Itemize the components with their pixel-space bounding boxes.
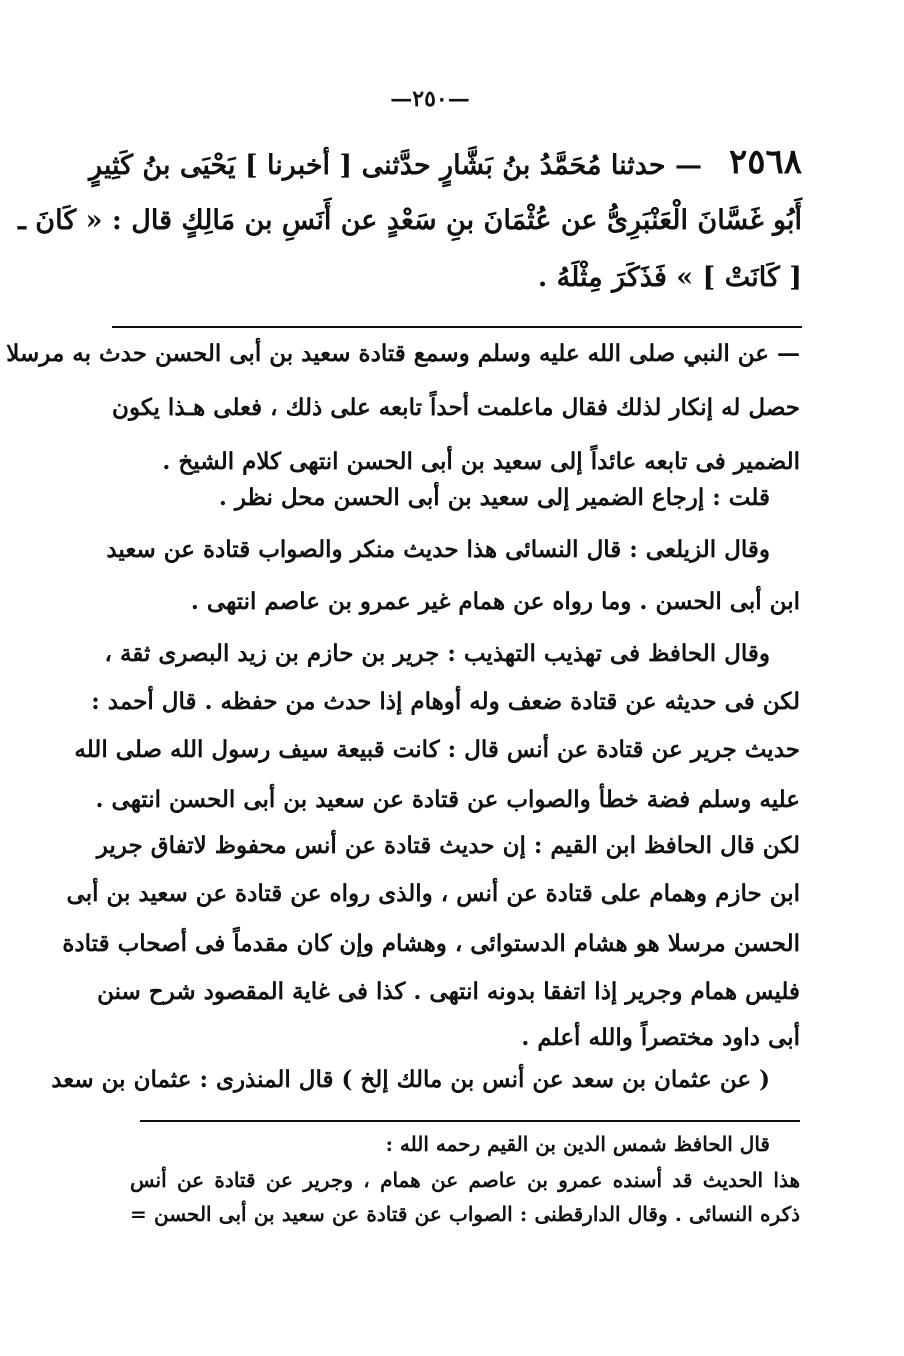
commentary-line: — عن النبي صلى الله عليه وسلم وسمع قتادة سعيد بن أبى الحسن حدث به مرسلا (6, 340, 800, 367)
commentary-line: عليه وسلم فضة خطأ والصواب عن قتادة عن سعيد بن أبى الحسن انتهى . (95, 786, 800, 813)
commentary-line: قلت : إرجاع الضمير إلى سعيد بن أبى الحسن محل نظر . (218, 484, 770, 511)
footnote-separator (140, 1120, 800, 1122)
commentary-line: الضمير فى تابعه عائداً إلى سعيد بن أبى الحسن انتهى كلام الشيخ . (162, 448, 800, 475)
footnote-line: هذا الحديث قد أسنده عمرو بن عاصم عن همام ، وجرير عن قتادة عن أنس (130, 1168, 800, 1192)
commentary-line: ابن حازم وهمام على قتادة عن أنس ، والذى رواه عن قتادة عن سعيد بن أبى (66, 880, 800, 907)
commentary-line: فليس همام وجرير إذا اتفقا بدونه انتهى . كذا فى غاية المقصود شرح سنن (97, 978, 800, 1005)
commentary-line: الحسن مرسلا هو هشام الدستوائى ، وهشام وإن كان مقدماً فى أصحاب قتادة (62, 930, 800, 957)
commentary-line: حصل له إنكار لذلك فقال ماعلمت أحداً تابعه على ذلك ، فعلى هـذا يكون (112, 394, 800, 421)
commentary-line: حديث جرير عن قتادة عن أنس قال : كانت قبيعة سيف رسول الله صلى الله (74, 736, 800, 763)
commentary-line: ( عن عثمان بن سعد عن أنس بن مالك إلخ ) قال المنذرى : عثمان بن سعد (51, 1066, 770, 1093)
commentary-line: لكن قال الحافظ ابن القيم : إن حديث قتادة عن أنس محفوظ لاتفاق جرير (96, 832, 800, 859)
commentary-line: وقال الحافظ فى تهذيب التهذيب : جرير بن حازم بن زيد البصرى ثقة ، (104, 640, 770, 667)
hadith-number: ٢٥٦٨ (728, 142, 802, 182)
page-number: —٢٥٠— (390, 86, 470, 112)
hadith-line-2: أَبُو غَسَّانَ الْعَنْبَرِىُّ عن عُثْمَانَ بنِ سَعْدٍ عن أَنَسِ بن مَالِكٍ قال : « كَانَ ـ (17, 205, 802, 236)
footnote-line: ذكره النسائى . وقال الدارقطنى : الصواب عن قتادة عن سعيد بن أبى الحسن = (130, 1202, 800, 1226)
commentary-line: أبى داود مختصراً والله أعلم . (521, 1024, 800, 1051)
hadith-line-3: [ كَانَتْ ] » فَذَكَرَ مِثْلَهُ . (537, 262, 802, 293)
footnote-line: قال الحافظ شمس الدين بن القيم رحمه الله : (385, 1132, 770, 1156)
commentary-line: ابن أبى الحسن . وما رواه عن همام غير عمرو بن عاصم انتهى . (190, 588, 800, 615)
separator-rule (112, 326, 802, 328)
commentary-line: لكن فى حديثه عن قتادة ضعف وله أوهام إذا حدث من حفظه . قال أحمد : (91, 688, 800, 715)
commentary-line: وقال الزيلعى : قال النسائى هذا حديث منكر والصواب قتادة عن سعيد (106, 536, 770, 563)
hadith-line-1: — حدثنا مُحَمَّدُ بنُ بَشَّارٍ حدَّثنى [ أخبرنا ] يَحْيَى بنُ كَثِيرٍ (88, 150, 702, 181)
